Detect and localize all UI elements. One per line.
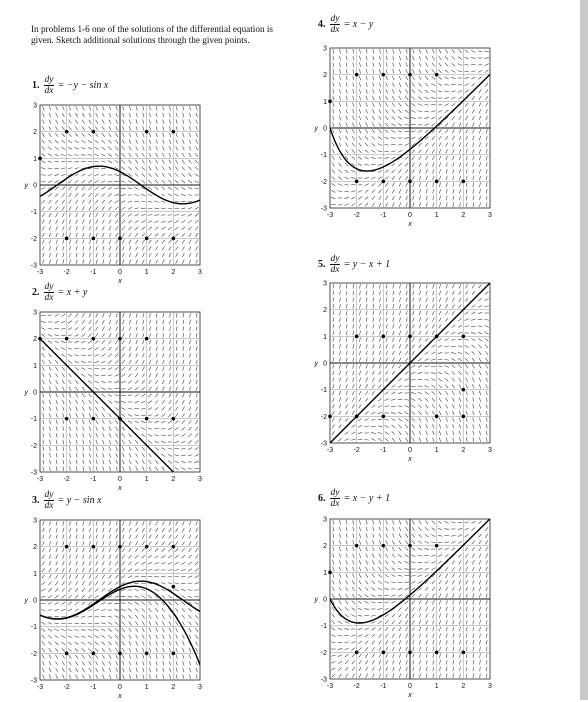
equation-rhs: = x + y — [57, 287, 87, 298]
problem-number: 1. — [32, 80, 40, 91]
y-tick-label: 1 — [33, 571, 37, 578]
y-tick-label: -3 — [31, 678, 37, 685]
given-point — [435, 415, 439, 419]
problem-3-equation — [32, 490, 102, 511]
y-tick-label: -2 — [31, 443, 37, 450]
given-point — [408, 651, 412, 655]
x-tick-label: 3 — [488, 683, 492, 690]
problem-1-equation — [32, 75, 108, 96]
equation-rhs: = −y − sin x — [57, 80, 108, 91]
given-point — [172, 237, 176, 241]
x-tick-label: 2 — [461, 683, 465, 690]
x-tick-label: -3 — [327, 447, 333, 454]
y-tick-label: 1 — [33, 156, 37, 163]
given-point — [92, 652, 96, 656]
given-point — [382, 544, 386, 548]
problem-6-equation — [318, 488, 390, 509]
given-point — [145, 417, 149, 421]
x-tick-label: -1 — [380, 212, 386, 219]
y-tick-label: 2 — [33, 544, 37, 551]
y-tick-label: -1 — [31, 209, 37, 216]
given-point — [65, 545, 69, 549]
given-point — [92, 237, 96, 241]
y-tick-label: 3 — [33, 310, 37, 317]
y-tick-label: 1 — [323, 99, 327, 106]
y-axis-label: y — [314, 361, 319, 368]
given-point — [408, 544, 412, 548]
problem-number: 6. — [318, 493, 326, 504]
x-tick-label: -2 — [354, 212, 360, 219]
given-point — [355, 335, 359, 339]
y-tick-label: 0 — [33, 183, 37, 190]
x-axis-label: x — [407, 692, 412, 699]
equation-rhs: = y − x + 1 — [343, 259, 390, 270]
y-tick-label: 1 — [323, 570, 327, 577]
problem-5-equation — [318, 254, 390, 275]
x-tick-label: 1 — [145, 684, 149, 691]
given-point — [462, 180, 466, 184]
x-tick-label: 1 — [435, 447, 439, 454]
y-tick-label: 1 — [33, 363, 37, 370]
x-tick-label: -1 — [90, 684, 96, 691]
y-axis-label: y — [314, 597, 319, 604]
slope-field-3 — [24, 520, 200, 702]
y-tick-label: -3 — [321, 677, 327, 684]
equation-rhs: = y − sin x — [57, 495, 101, 506]
y-tick-label: -1 — [31, 416, 37, 423]
given-point — [382, 180, 386, 184]
given-point — [355, 180, 359, 184]
derivative-fraction: $\frac{dy}{dx}$ — [330, 14, 341, 35]
given-point — [38, 157, 42, 161]
given-point — [172, 545, 176, 549]
given-point — [408, 73, 412, 77]
given-point — [65, 652, 69, 656]
given-point — [382, 335, 386, 339]
x-tick-label: 0 — [118, 269, 122, 276]
given-point — [65, 337, 69, 341]
given-point — [92, 545, 96, 549]
x-axis-label: x — [407, 456, 412, 463]
x-axis-label: x — [117, 485, 122, 492]
problem-4-equation — [318, 14, 373, 35]
given-point — [145, 130, 149, 134]
x-tick-label: 2 — [171, 269, 175, 276]
given-point — [355, 415, 359, 419]
x-tick-label: -3 — [327, 683, 333, 690]
x-tick-label: 2 — [171, 476, 175, 483]
x-tick-label: 1 — [145, 476, 149, 483]
given-point — [462, 335, 466, 339]
x-tick-label: -3 — [37, 476, 43, 483]
y-axis-label: y — [24, 598, 29, 605]
given-point — [435, 544, 439, 548]
slope-field-4 — [314, 48, 490, 230]
slope-field-5 — [314, 283, 490, 465]
given-point — [382, 651, 386, 655]
y-tick-label: -1 — [31, 624, 37, 631]
y-tick-label: -3 — [321, 441, 327, 448]
x-tick-label: 2 — [461, 212, 465, 219]
given-point — [118, 545, 122, 549]
y-tick-label: 2 — [323, 543, 327, 550]
slope-field-2 — [24, 312, 200, 494]
y-tick-label: 3 — [33, 103, 37, 110]
y-tick-label: 3 — [33, 518, 37, 525]
given-point — [92, 417, 96, 421]
given-point — [145, 237, 149, 241]
given-point — [118, 417, 122, 421]
given-point — [172, 130, 176, 134]
y-tick-label: -3 — [321, 206, 327, 213]
given-point — [172, 652, 176, 656]
given-point — [118, 237, 122, 241]
y-tick-label: 2 — [323, 72, 327, 79]
given-point — [435, 73, 439, 77]
x-tick-label: 0 — [118, 684, 122, 691]
given-point — [145, 337, 149, 341]
x-axis-label: x — [117, 278, 122, 285]
given-point — [172, 585, 176, 589]
y-tick-label: 0 — [33, 390, 37, 397]
y-tick-label: 3 — [323, 46, 327, 53]
given-point — [408, 180, 412, 184]
given-point — [435, 180, 439, 184]
x-tick-label: 1 — [435, 683, 439, 690]
x-tick-label: -3 — [37, 684, 43, 691]
x-tick-label: 2 — [461, 447, 465, 454]
instructions-text: In problems 1-6 one of the solutions of the differential equation is given. Sketch additional solutions through the given points. — [31, 24, 281, 46]
problem-number: 5. — [318, 259, 326, 270]
equation-rhs: = x − y — [343, 19, 373, 30]
y-tick-label: -2 — [31, 236, 37, 243]
y-tick-label: -2 — [321, 414, 327, 421]
x-tick-label: 3 — [198, 476, 202, 483]
x-tick-label: -1 — [90, 476, 96, 483]
given-point — [435, 651, 439, 655]
x-axis-label: x — [117, 693, 122, 700]
given-point — [118, 652, 122, 656]
problem-2-equation — [32, 282, 87, 303]
problem-number: 3. — [32, 495, 40, 506]
given-point — [65, 130, 69, 134]
x-tick-label: -3 — [327, 212, 333, 219]
given-point — [408, 335, 412, 339]
y-tick-label: -1 — [321, 623, 327, 630]
y-tick-label: 2 — [33, 336, 37, 343]
given-point — [328, 100, 332, 104]
given-point — [355, 544, 359, 548]
given-point — [328, 415, 332, 419]
given-point — [145, 545, 149, 549]
y-tick-label: -2 — [31, 651, 37, 658]
x-tick-label: -2 — [354, 447, 360, 454]
given-point — [65, 417, 69, 421]
x-tick-label: -3 — [37, 269, 43, 276]
given-point — [382, 415, 386, 419]
given-point — [462, 651, 466, 655]
x-tick-label: -2 — [64, 269, 70, 276]
given-point — [92, 130, 96, 134]
x-tick-label: -1 — [380, 447, 386, 454]
given-point — [382, 73, 386, 77]
y-tick-label: -3 — [31, 470, 37, 477]
y-tick-label: 3 — [323, 281, 327, 288]
derivative-fraction: $\frac{dy}{dx}$ — [330, 254, 341, 275]
given-point — [328, 571, 332, 575]
y-axis-label: y — [24, 390, 29, 397]
slope-field-6 — [314, 519, 490, 701]
y-axis-label: y — [314, 126, 319, 133]
y-tick-label: 2 — [33, 129, 37, 136]
x-tick-label: 0 — [408, 212, 412, 219]
x-tick-label: 3 — [198, 684, 202, 691]
x-tick-label: 3 — [488, 212, 492, 219]
y-tick-label: 0 — [323, 597, 327, 604]
y-tick-label: 1 — [323, 334, 327, 341]
given-point — [145, 652, 149, 656]
y-tick-label: 0 — [323, 126, 327, 133]
x-tick-label: 0 — [408, 447, 412, 454]
y-tick-label: 3 — [323, 517, 327, 524]
given-point — [355, 73, 359, 77]
y-tick-label: 0 — [323, 361, 327, 368]
derivative-fraction: $\frac{dy}{dx}$ — [330, 488, 341, 509]
x-tick-label: 3 — [198, 269, 202, 276]
page-edge — [580, 0, 588, 700]
derivative-fraction: $\frac{dy}{dx}$ — [44, 75, 55, 96]
equation-rhs: = x − y + 1 — [343, 493, 390, 504]
problem-number: 2. — [32, 287, 40, 298]
given-point — [462, 388, 466, 392]
x-tick-label: -2 — [354, 683, 360, 690]
given-point — [462, 415, 466, 419]
x-tick-label: -1 — [380, 683, 386, 690]
y-tick-label: -1 — [321, 387, 327, 394]
x-tick-label: 0 — [408, 683, 412, 690]
y-tick-label: 2 — [323, 307, 327, 314]
y-tick-label: -1 — [321, 152, 327, 159]
x-tick-label: 0 — [118, 476, 122, 483]
x-tick-label: -2 — [64, 684, 70, 691]
y-tick-label: 0 — [33, 598, 37, 605]
problem-number: 4. — [318, 19, 326, 30]
x-tick-label: -2 — [64, 476, 70, 483]
x-tick-label: 1 — [435, 212, 439, 219]
x-tick-label: -1 — [90, 269, 96, 276]
given-point — [172, 417, 176, 421]
given-point — [65, 237, 69, 241]
y-tick-label: -2 — [321, 179, 327, 186]
x-axis-label: x — [407, 221, 412, 228]
given-point — [355, 651, 359, 655]
x-tick-label: 2 — [171, 684, 175, 691]
given-point — [38, 337, 42, 341]
y-tick-label: -2 — [321, 650, 327, 657]
x-tick-label: 1 — [145, 269, 149, 276]
y-tick-label: -3 — [31, 263, 37, 270]
given-point — [92, 337, 96, 341]
derivative-fraction: $\frac{dy}{dx}$ — [44, 490, 55, 511]
y-axis-label: y — [24, 183, 29, 190]
given-point — [435, 335, 439, 339]
derivative-fraction: $\frac{dy}{dx}$ — [44, 282, 55, 303]
x-tick-label: 3 — [488, 447, 492, 454]
slope-field-1 — [24, 105, 200, 287]
given-point — [118, 337, 122, 341]
